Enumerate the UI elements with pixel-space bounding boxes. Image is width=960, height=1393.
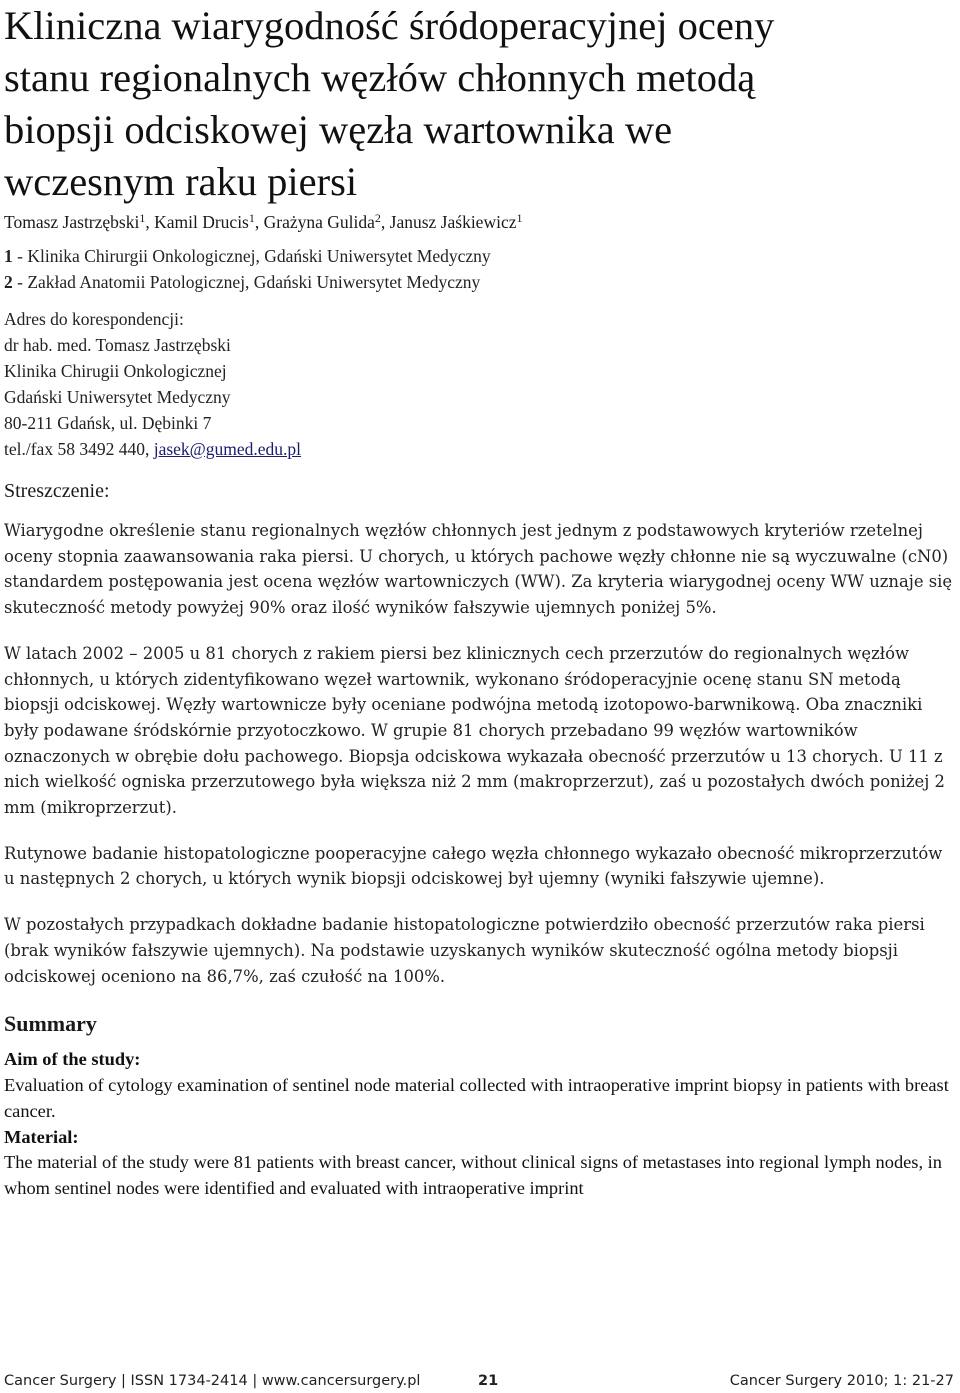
affiliation [4, 269, 954, 295]
page-number: 21 [478, 1373, 499, 1389]
affiliation-text: - Zakład Anatomii Patologicznej, Gdański Uniwersytet Medyczny [12, 272, 481, 292]
author-affiliation-marker: 1 [516, 211, 523, 225]
citation-info: Cancer Surgery 2010; 1: 21-27 [729, 1373, 954, 1389]
phone-fax: tel./fax 58 3492 440, [4, 439, 154, 459]
correspondence-line: Klinika Chirugii Onkologicznej [4, 361, 227, 381]
abstract-paragraph: Rutynowe badanie histopatologiczne pooperacyjne całego węzła chłonnego wykazało obecność mikroprzerzutów u następnych 2 chorych, u których wynik biopsji odciskowej był ujemny (wyniki fałszywie ujemne). [4, 843, 943, 889]
correspondence-block [4, 306, 954, 462]
article-page [4, 0, 954, 1202]
correspondence-line: dr hab. med. Tomasz Jastrzębski [4, 335, 231, 355]
correspondence-contact [4, 436, 954, 462]
email-link[interactable]: jasek@gumed.edu.pl [153, 439, 302, 459]
affiliation-list [4, 243, 954, 295]
aim-text: Evaluation of cytology examination of sentinel node material collected with intraoperative imprint biopsy in patients with breast cancer. [4, 1075, 949, 1121]
author-affiliation-marker: 1 [248, 211, 255, 225]
correspondence-line: Gdański Uniwersytet Medyczny [4, 387, 231, 407]
abstract-heading: Streszczenie: [4, 480, 110, 502]
affiliation [4, 243, 954, 269]
correspondence-line: 80-211 Gdańsk, ul. Dębinki 7 [4, 413, 212, 433]
abstract-paragraph: W latach 2002 – 2005 u 81 chorych z rakiem piersi bez klinicznych cech przerzutów do regionalnych węzłów chłonnych, u których zidentyfikowano węzeł wartownik, wykonano śródoperacyjnie ocenę stanu SN metodą biopsji odciskowej. Węzły wartownicze były oceniane podwójna metodą izotopowo-barwnikową. Oba znaczniki były podawane śródskórnie przyotoczkowo. W grupie 81 chorych przebadano 99 węzłów wartowników oznaczonych w obrębie dołu pachowego. Biopsja odciskowa wykazała obecność przerzutów u 13 chorych. U 11 z nich wielkość ogniska przerzutowego była większa niż 2 mm (makroprzerzut), zaś u pozostałych dwóch poniżej 2 mm (mikroprzerzut). [4, 643, 945, 818]
material-text: The material of the study were 81 patients with breast cancer, without clinical signs of metastases into regional lymph nodes, in whom sentinel nodes were identified and evaluated with intraoperative imprint [4, 1152, 942, 1199]
aim-heading: Aim of the study: [4, 1049, 141, 1070]
affiliation-number: 2 [4, 272, 13, 292]
title-line: biopsji odciskowej węzła wartownika we [4, 107, 673, 152]
abstract-paragraph: W pozostałych przypadkach dokładne badanie histopatologiczne potwierdziło obecność przerzutów raka piersi (brak wyników fałszywie ujemnych). Na podstawie uzyskanych wyników skuteczność ogólna metody biopsji odciskowej oceniono na 86,7%, zaś czułość na 100%. [4, 915, 925, 986]
affiliation-number: 1 [4, 246, 13, 266]
article-title [4, 0, 954, 208]
abstract-paragraph: Wiarygodne określenie stanu regionalnych węzłów chłonnych jest jednym z podstawowych kryteriów rzetelnej oceny stopnia zaawansowania raka piersi. U chorych, u których pachowe węzły chłonne nie są wyczuwalne (cN0) standardem postępowania jest ocena węzłów wartowniczych (WW). Za kryteria wiarygodnej oceny WW uznaje się skuteczność metody powyżej 90% oraz ilość wyników fałszywie ujemnych poniżej 5%. [4, 521, 953, 618]
author-name: Tomasz Jastrzębski [4, 212, 140, 232]
summary-heading: Summary [4, 1011, 97, 1037]
affiliation-text: - Klinika Chirurgii Onkologicznej, Gdański Uniwersytet Medyczny [12, 246, 491, 266]
journal-info: Cancer Surgery | ISSN 1734-2414 | www.cancersurgery.pl [4, 1373, 421, 1389]
author-name: Janusz Jaśkiewicz [389, 212, 517, 232]
author-affiliation-marker: 2 [374, 211, 381, 225]
title-line: Kliniczna wiarygodność śródoperacyjnej oceny [4, 3, 775, 48]
author-name: Kamil Drucis [154, 212, 249, 232]
correspondence-label: Adres do korespondencji: [4, 309, 184, 329]
author-affiliation-marker: 1 [139, 211, 146, 225]
material-heading: Material: [4, 1126, 79, 1147]
title-line: stanu regionalnych węzłów chłonnych metodą [4, 55, 756, 100]
title-line: wczesnym raku piersi [4, 159, 358, 204]
author-name: Grażyna Gulida [263, 212, 375, 232]
author-list: Tomasz Jastrzębski$^1$, Kamil Drucis$^1$, Grażyna Gulida$^2$, Janusz Jaśkiewicz$^1$ [4, 211, 523, 232]
